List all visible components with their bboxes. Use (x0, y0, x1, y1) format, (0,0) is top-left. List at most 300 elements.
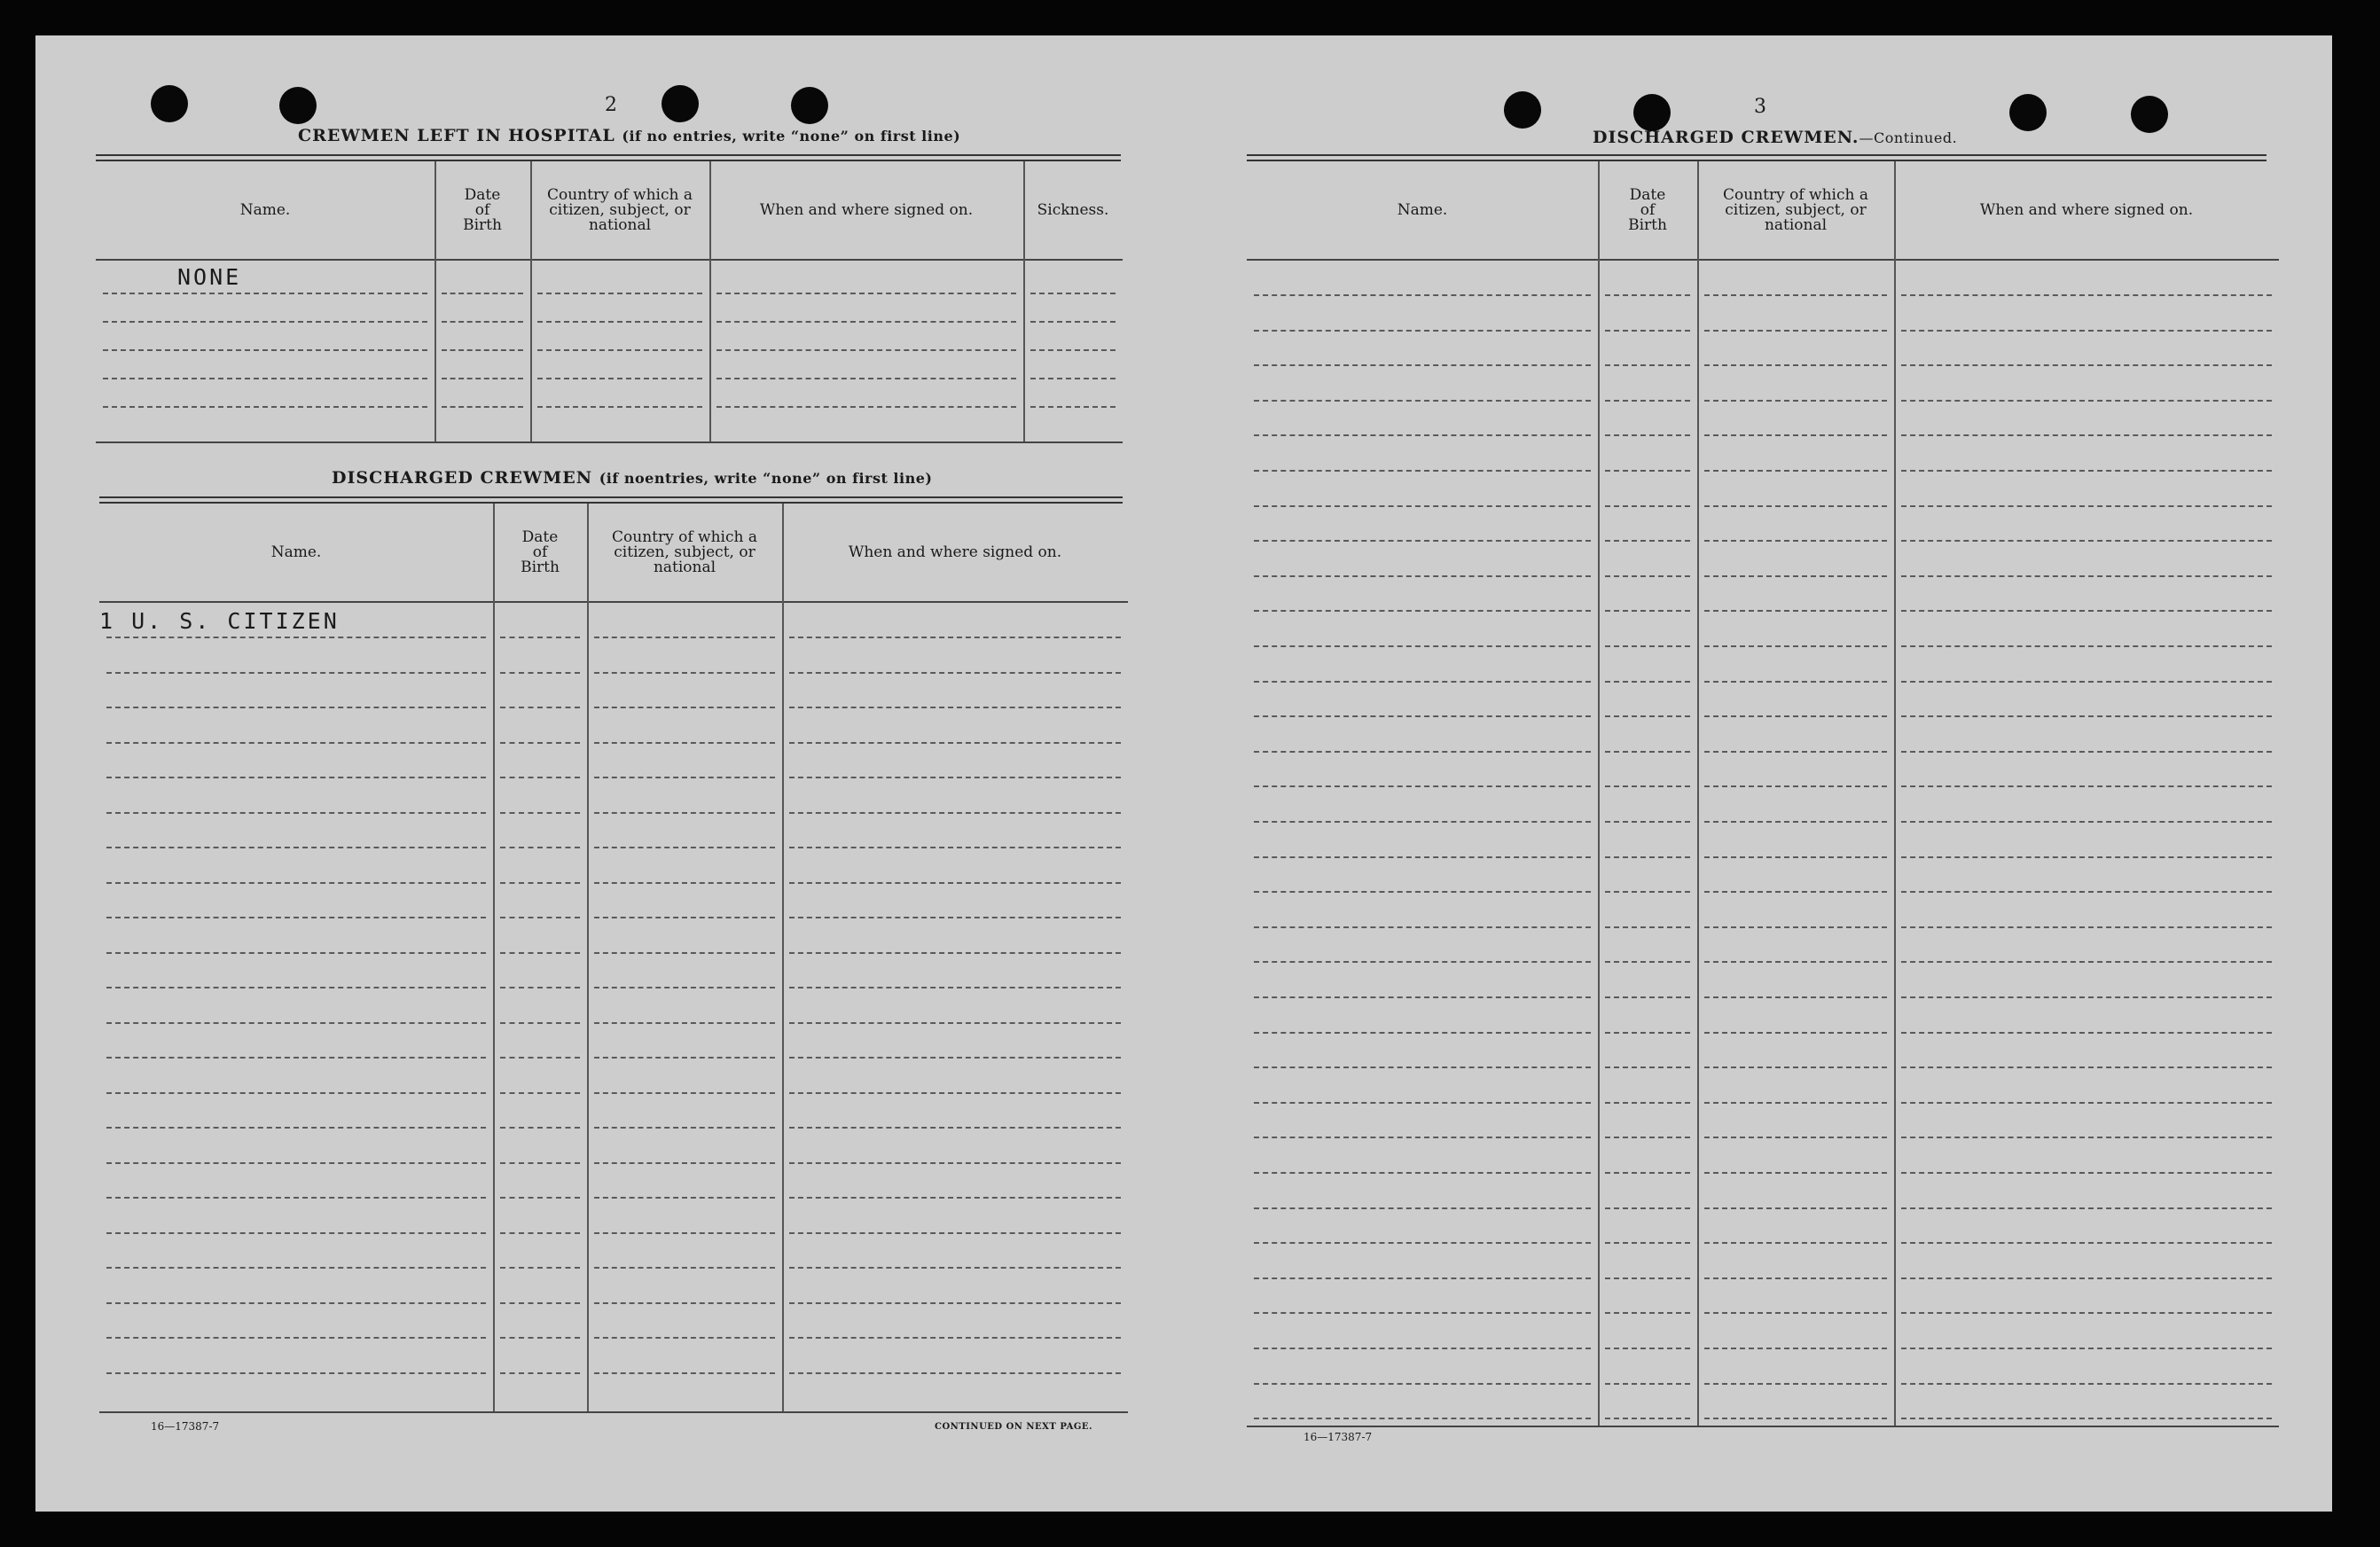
punch-hole (1504, 91, 1541, 129)
table-row-line (106, 742, 486, 744)
right-title-suffix: —Continued. (1859, 129, 1958, 146)
column-header-date-of-birth: Date of Birth (521, 527, 560, 576)
right-section-title (1593, 128, 1957, 147)
table-row-line (500, 812, 580, 814)
form-number-left: 16—17387-7 (151, 1420, 220, 1433)
table-row-line (1254, 856, 1591, 858)
table-row-line (1704, 505, 1887, 507)
table-row-line (1254, 1032, 1591, 1034)
table-row-line (1254, 575, 1591, 577)
table-row-line (594, 1162, 775, 1164)
table-row-line (1704, 715, 1887, 717)
table-row-line (1605, 1242, 1690, 1244)
table-row-line (594, 812, 775, 814)
table-row-line (1254, 926, 1591, 928)
table-row-line (1901, 891, 2272, 893)
table-row-line (789, 1267, 1121, 1269)
table-row-line (1704, 785, 1887, 787)
table-row-line (1030, 321, 1116, 323)
table-row-line (716, 406, 1016, 408)
table-row-line (106, 1197, 486, 1199)
table-row-line (537, 293, 702, 294)
table-row-line (1254, 645, 1591, 647)
table-row-line (1605, 540, 1690, 542)
table-row-line (594, 1057, 775, 1059)
table-row-line (594, 882, 775, 884)
table-row-line (594, 1127, 775, 1129)
table-row-line (1901, 821, 2272, 823)
table-row-line (1704, 891, 1887, 893)
table-row-line (594, 637, 775, 638)
table-row-line (1901, 1172, 2272, 1174)
column-header-date-of-birth: Date of Birth (463, 185, 502, 234)
header-divider (1247, 259, 2279, 261)
table-row-line (1254, 1242, 1591, 1244)
table-row-line (789, 1127, 1121, 1129)
table-row-line (1030, 293, 1116, 294)
table-bottom-rule (99, 1411, 1128, 1413)
table-row-line (789, 1302, 1121, 1304)
table-row-line (500, 1267, 580, 1269)
table-row-line (789, 672, 1121, 674)
table-row-line (1605, 821, 1690, 823)
header-divider (99, 601, 1128, 603)
table-row-line (1254, 330, 1591, 332)
table-row-line (1254, 1383, 1591, 1385)
table-row-line (537, 378, 702, 379)
punch-hole (151, 85, 188, 122)
table-row-line (594, 1092, 775, 1094)
table-row-line (1901, 1348, 2272, 1349)
table-row-line (716, 378, 1016, 379)
table-row-line (1704, 575, 1887, 577)
table-row-line (594, 917, 775, 918)
table-row-line (1605, 610, 1690, 612)
column-header-country: Country of which a citizen, subject, or national (612, 527, 757, 576)
table-row-line (1254, 1348, 1591, 1349)
table-row-line (1605, 926, 1690, 928)
table-row-line (1030, 349, 1116, 351)
column-divider (530, 161, 532, 441)
table-row-line (1901, 751, 2272, 753)
discharged-instruction: (if noentries, write “none” on first line) (599, 470, 933, 487)
table-bottom-rule (1247, 1426, 2279, 1427)
table-row-line (1254, 294, 1591, 296)
column-header-name: Name. (270, 543, 322, 561)
form-number-right: 16—17387-7 (1304, 1431, 1373, 1443)
table-row-line (1254, 996, 1591, 998)
table-row-line (1030, 406, 1116, 408)
table-row-line (789, 1057, 1121, 1059)
table-row-line (1254, 1207, 1591, 1209)
table-row-line (106, 1127, 486, 1129)
discharged-title: DISCHARGED CREWMEN (332, 468, 593, 488)
column-divider (435, 161, 436, 441)
table-row-line (1901, 1242, 2272, 1244)
typed-entry: 1 U. S. CITIZEN (99, 608, 340, 634)
column-header-signed-on: When and where signed on. (759, 200, 974, 219)
table-row-line (1901, 470, 2272, 472)
table-row-line (103, 406, 427, 408)
table-row-line (1605, 400, 1690, 402)
table-row-line (1254, 891, 1591, 893)
table-row-line (1254, 1312, 1591, 1314)
table-row-line (500, 742, 580, 744)
table-row-line (106, 1337, 486, 1339)
table-row-line (1605, 856, 1690, 858)
continued-note: CONTINUED ON NEXT PAGE. (935, 1422, 1093, 1432)
table-row-line (106, 1302, 486, 1304)
table-row-line (1901, 1383, 2272, 1385)
table-row-line (1704, 1066, 1887, 1068)
table-row-line (1901, 715, 2272, 717)
table-row-line (1704, 996, 1887, 998)
table-row-line (1704, 681, 1887, 683)
table-row-line (1254, 610, 1591, 612)
punch-hole (662, 85, 699, 122)
column-divider (1894, 161, 1896, 1426)
right-top-rule (1247, 154, 2266, 161)
table-row-line (1605, 294, 1690, 296)
table-row-line (1605, 785, 1690, 787)
table-row-line (500, 952, 580, 954)
table-row-line (789, 777, 1121, 778)
table-row-line (103, 378, 427, 379)
table-row-line (1254, 505, 1591, 507)
table-row-line (1901, 330, 2272, 332)
table-row-line (1901, 434, 2272, 436)
table-row-line (1605, 1066, 1690, 1068)
table-row-line (789, 1197, 1121, 1199)
table-row-line (1254, 1102, 1591, 1104)
table-row-line (594, 1302, 775, 1304)
table-row-line (1605, 891, 1690, 893)
table-row-line (789, 812, 1121, 814)
table-row-line (500, 847, 580, 848)
table-row-line (106, 1232, 486, 1234)
table-row-line (500, 1092, 580, 1094)
table-row-line (500, 707, 580, 708)
table-row-line (106, 847, 486, 848)
table-row-line (1704, 1207, 1887, 1209)
table-row-line (500, 1022, 580, 1024)
table-row-line (1605, 1277, 1690, 1279)
table-row-line (789, 882, 1121, 884)
table-row-line (1605, 681, 1690, 683)
column-header-country: Country of which a citizen, subject, or national (1723, 185, 1868, 234)
table-row-line (103, 293, 427, 294)
table-row-line (106, 1162, 486, 1164)
table-row-line (1605, 575, 1690, 577)
table-row-line (789, 1022, 1121, 1024)
table-row-line (594, 1372, 775, 1374)
table-row-line (789, 1337, 1121, 1339)
column-header-signed-on: When and where signed on. (848, 543, 1062, 561)
table-row-line (106, 1372, 486, 1374)
table-row-line (1605, 1418, 1690, 1419)
table-row-line (1254, 1066, 1591, 1068)
table-row-line (1254, 961, 1591, 963)
table-row-line (789, 847, 1121, 848)
table-row-line (1254, 364, 1591, 366)
table-row-line (1704, 540, 1887, 542)
table-row-line (106, 882, 486, 884)
table-row-line (1901, 1277, 2272, 1279)
table-row-line (1901, 681, 2272, 683)
table-row-line (1254, 1137, 1591, 1138)
table-row-line (1704, 1172, 1887, 1174)
table-row-line (1254, 715, 1591, 717)
table-row-line (500, 1127, 580, 1129)
table-row-line (500, 1232, 580, 1234)
table-row-line (1605, 1312, 1690, 1314)
table-row-line (1901, 645, 2272, 647)
table-row-line (594, 1022, 775, 1024)
table-row-line (1704, 1312, 1887, 1314)
table-row-line (1605, 1207, 1690, 1209)
column-header-country: Country of which a citizen, subject, or national (547, 185, 693, 234)
table-row-line (500, 917, 580, 918)
table-row-line (1254, 1172, 1591, 1174)
table-row-line (537, 321, 702, 323)
table-row-line (500, 1302, 580, 1304)
table-row-line (1901, 505, 2272, 507)
table-row-line (106, 707, 486, 708)
table-row-line (1901, 610, 2272, 612)
document-paper (35, 35, 2332, 1512)
table-row-line (1901, 1207, 2272, 1209)
table-row-line (1704, 434, 1887, 436)
table-row-line (1704, 645, 1887, 647)
table-row-line (1605, 505, 1690, 507)
table-row-line (1605, 1348, 1690, 1349)
table-row-line (442, 406, 523, 408)
column-divider (587, 504, 589, 1411)
table-row-line (500, 1162, 580, 1164)
table-row-line (789, 1162, 1121, 1164)
table-row-line (500, 987, 580, 988)
table-row-line (500, 1057, 580, 1059)
table-row-line (1704, 470, 1887, 472)
hospital-top-rule (96, 154, 1121, 161)
column-header-sickness: Sickness. (1037, 200, 1109, 219)
table-row-line (106, 777, 486, 778)
punch-hole (2009, 94, 2047, 131)
table-row-line (1704, 821, 1887, 823)
table-row-line (1605, 715, 1690, 717)
table-row-line (1605, 645, 1690, 647)
page-number-right: 3 (1754, 96, 1766, 118)
table-row-line (106, 637, 486, 638)
column-divider (782, 504, 784, 1411)
table-row-line (1605, 470, 1690, 472)
table-row-line (1254, 785, 1591, 787)
table-row-line (1605, 434, 1690, 436)
discharged-section-title (332, 468, 932, 488)
table-row-line (789, 1372, 1121, 1374)
hospital-title: CREWMEN LEFT IN HOSPITAL (298, 126, 615, 145)
table-row-line (1030, 378, 1116, 379)
table-row-line (594, 742, 775, 744)
table-row-line (500, 777, 580, 778)
column-divider (1697, 161, 1699, 1426)
table-row-line (1901, 926, 2272, 928)
discharged-table (99, 504, 1128, 1413)
table-row-line (1704, 1137, 1887, 1138)
table-row-line (1901, 540, 2272, 542)
table-row-line (716, 293, 1016, 294)
table-row-line (716, 321, 1016, 323)
table-row-line (1704, 751, 1887, 753)
table-row-line (789, 637, 1121, 638)
table-row-line (1901, 961, 2272, 963)
table-row-line (106, 917, 486, 918)
table-row-line (500, 1197, 580, 1199)
table-row-line (1605, 1383, 1690, 1385)
table-row-line (1605, 364, 1690, 366)
table-row-line (594, 707, 775, 708)
table-row-line (500, 1372, 580, 1374)
table-row-line (594, 1232, 775, 1234)
table-row-line (103, 321, 427, 323)
table-row-line (789, 952, 1121, 954)
table-row-line (594, 847, 775, 848)
page-number-left: 2 (605, 94, 617, 116)
table-row-line (106, 1022, 486, 1024)
table-row-line (594, 987, 775, 988)
table-row-line (789, 707, 1121, 708)
table-row-line (1254, 400, 1591, 402)
table-row-line (1605, 996, 1690, 998)
discharged-continued-table (1247, 161, 2279, 1427)
table-row-line (106, 1057, 486, 1059)
table-row-line (1254, 1418, 1591, 1419)
table-row-line (106, 812, 486, 814)
table-row-line (1901, 785, 2272, 787)
table-row-line (1704, 1102, 1887, 1104)
punch-hole (279, 87, 317, 124)
table-row-line (1254, 751, 1591, 753)
column-header-signed-on: When and where signed on. (1979, 200, 2194, 219)
punch-hole (791, 87, 828, 124)
table-row-line (594, 672, 775, 674)
table-row-line (537, 406, 702, 408)
punch-hole (2131, 96, 2168, 133)
table-row-line (1605, 961, 1690, 963)
table-row-line (1704, 294, 1887, 296)
table-row-line (1704, 1383, 1887, 1385)
table-row-line (1901, 856, 2272, 858)
column-divider (493, 504, 495, 1411)
table-row-line (1605, 1032, 1690, 1034)
table-row-line (1704, 330, 1887, 332)
table-row-line (1254, 470, 1591, 472)
table-row-line (1254, 821, 1591, 823)
table-row-line (716, 349, 1016, 351)
table-row-line (103, 349, 427, 351)
table-row-line (594, 1197, 775, 1199)
table-row-line (1704, 610, 1887, 612)
table-row-line (1605, 330, 1690, 332)
table-row-line (1605, 1102, 1690, 1104)
table-row-line (106, 952, 486, 954)
table-row-line (442, 378, 523, 379)
table-row-line (1704, 400, 1887, 402)
table-row-line (1704, 856, 1887, 858)
table-row-line (594, 777, 775, 778)
table-row-line (106, 1267, 486, 1269)
table-row-line (500, 637, 580, 638)
table-row-line (106, 987, 486, 988)
table-row-line (500, 672, 580, 674)
table-row-line (1704, 364, 1887, 366)
column-header-name: Name. (1397, 200, 1448, 219)
hospital-section-title (298, 126, 960, 145)
table-row-line (1704, 1277, 1887, 1279)
table-row-line (789, 1092, 1121, 1094)
table-row-line (1901, 1032, 2272, 1034)
table-row-line (1605, 751, 1690, 753)
table-row-line (1901, 1102, 2272, 1104)
table-row-line (1704, 1348, 1887, 1349)
column-divider (1023, 161, 1025, 441)
table-row-line (1901, 996, 2272, 998)
table-row-line (789, 1232, 1121, 1234)
table-row-line (1901, 1137, 2272, 1138)
table-row-line (594, 952, 775, 954)
header-divider (96, 259, 1123, 261)
hospital-table (96, 161, 1123, 443)
table-row-line (1704, 1032, 1887, 1034)
table-row-line (789, 742, 1121, 744)
typed-entry: NONE (177, 264, 242, 290)
table-row-line (1901, 575, 2272, 577)
table-row-line (1254, 681, 1591, 683)
table-row-line (594, 1267, 775, 1269)
table-row-line (1254, 434, 1591, 436)
table-row-line (442, 293, 523, 294)
table-row-line (789, 917, 1121, 918)
table-row-line (500, 882, 580, 884)
column-header-date-of-birth: Date of Birth (1628, 185, 1667, 234)
table-row-line (1704, 961, 1887, 963)
column-divider (709, 161, 711, 441)
table-row-line (106, 1092, 486, 1094)
right-title: DISCHARGED CREWMEN. (1593, 128, 1859, 147)
table-row-line (1704, 1242, 1887, 1244)
table-row-line (1704, 1418, 1887, 1419)
table-row-line (594, 1337, 775, 1339)
table-row-line (1901, 1312, 2272, 1314)
table-row-line (789, 987, 1121, 988)
table-row-line (442, 349, 523, 351)
table-row-line (1704, 926, 1887, 928)
table-row-line (1254, 1277, 1591, 1279)
column-divider (1598, 161, 1600, 1426)
hospital-instruction: (if no entries, write “none” on first line) (622, 128, 961, 145)
table-row-line (106, 672, 486, 674)
table-row-line (1901, 294, 2272, 296)
table-row-line (1901, 1418, 2272, 1419)
table-row-line (1901, 400, 2272, 402)
table-row-line (1254, 540, 1591, 542)
discharged-top-rule (99, 496, 1123, 504)
table-row-line (1605, 1137, 1690, 1138)
column-header-name: Name. (239, 200, 291, 219)
table-bottom-rule (96, 441, 1123, 443)
table-row-line (1901, 364, 2272, 366)
punch-hole (1633, 94, 1671, 131)
